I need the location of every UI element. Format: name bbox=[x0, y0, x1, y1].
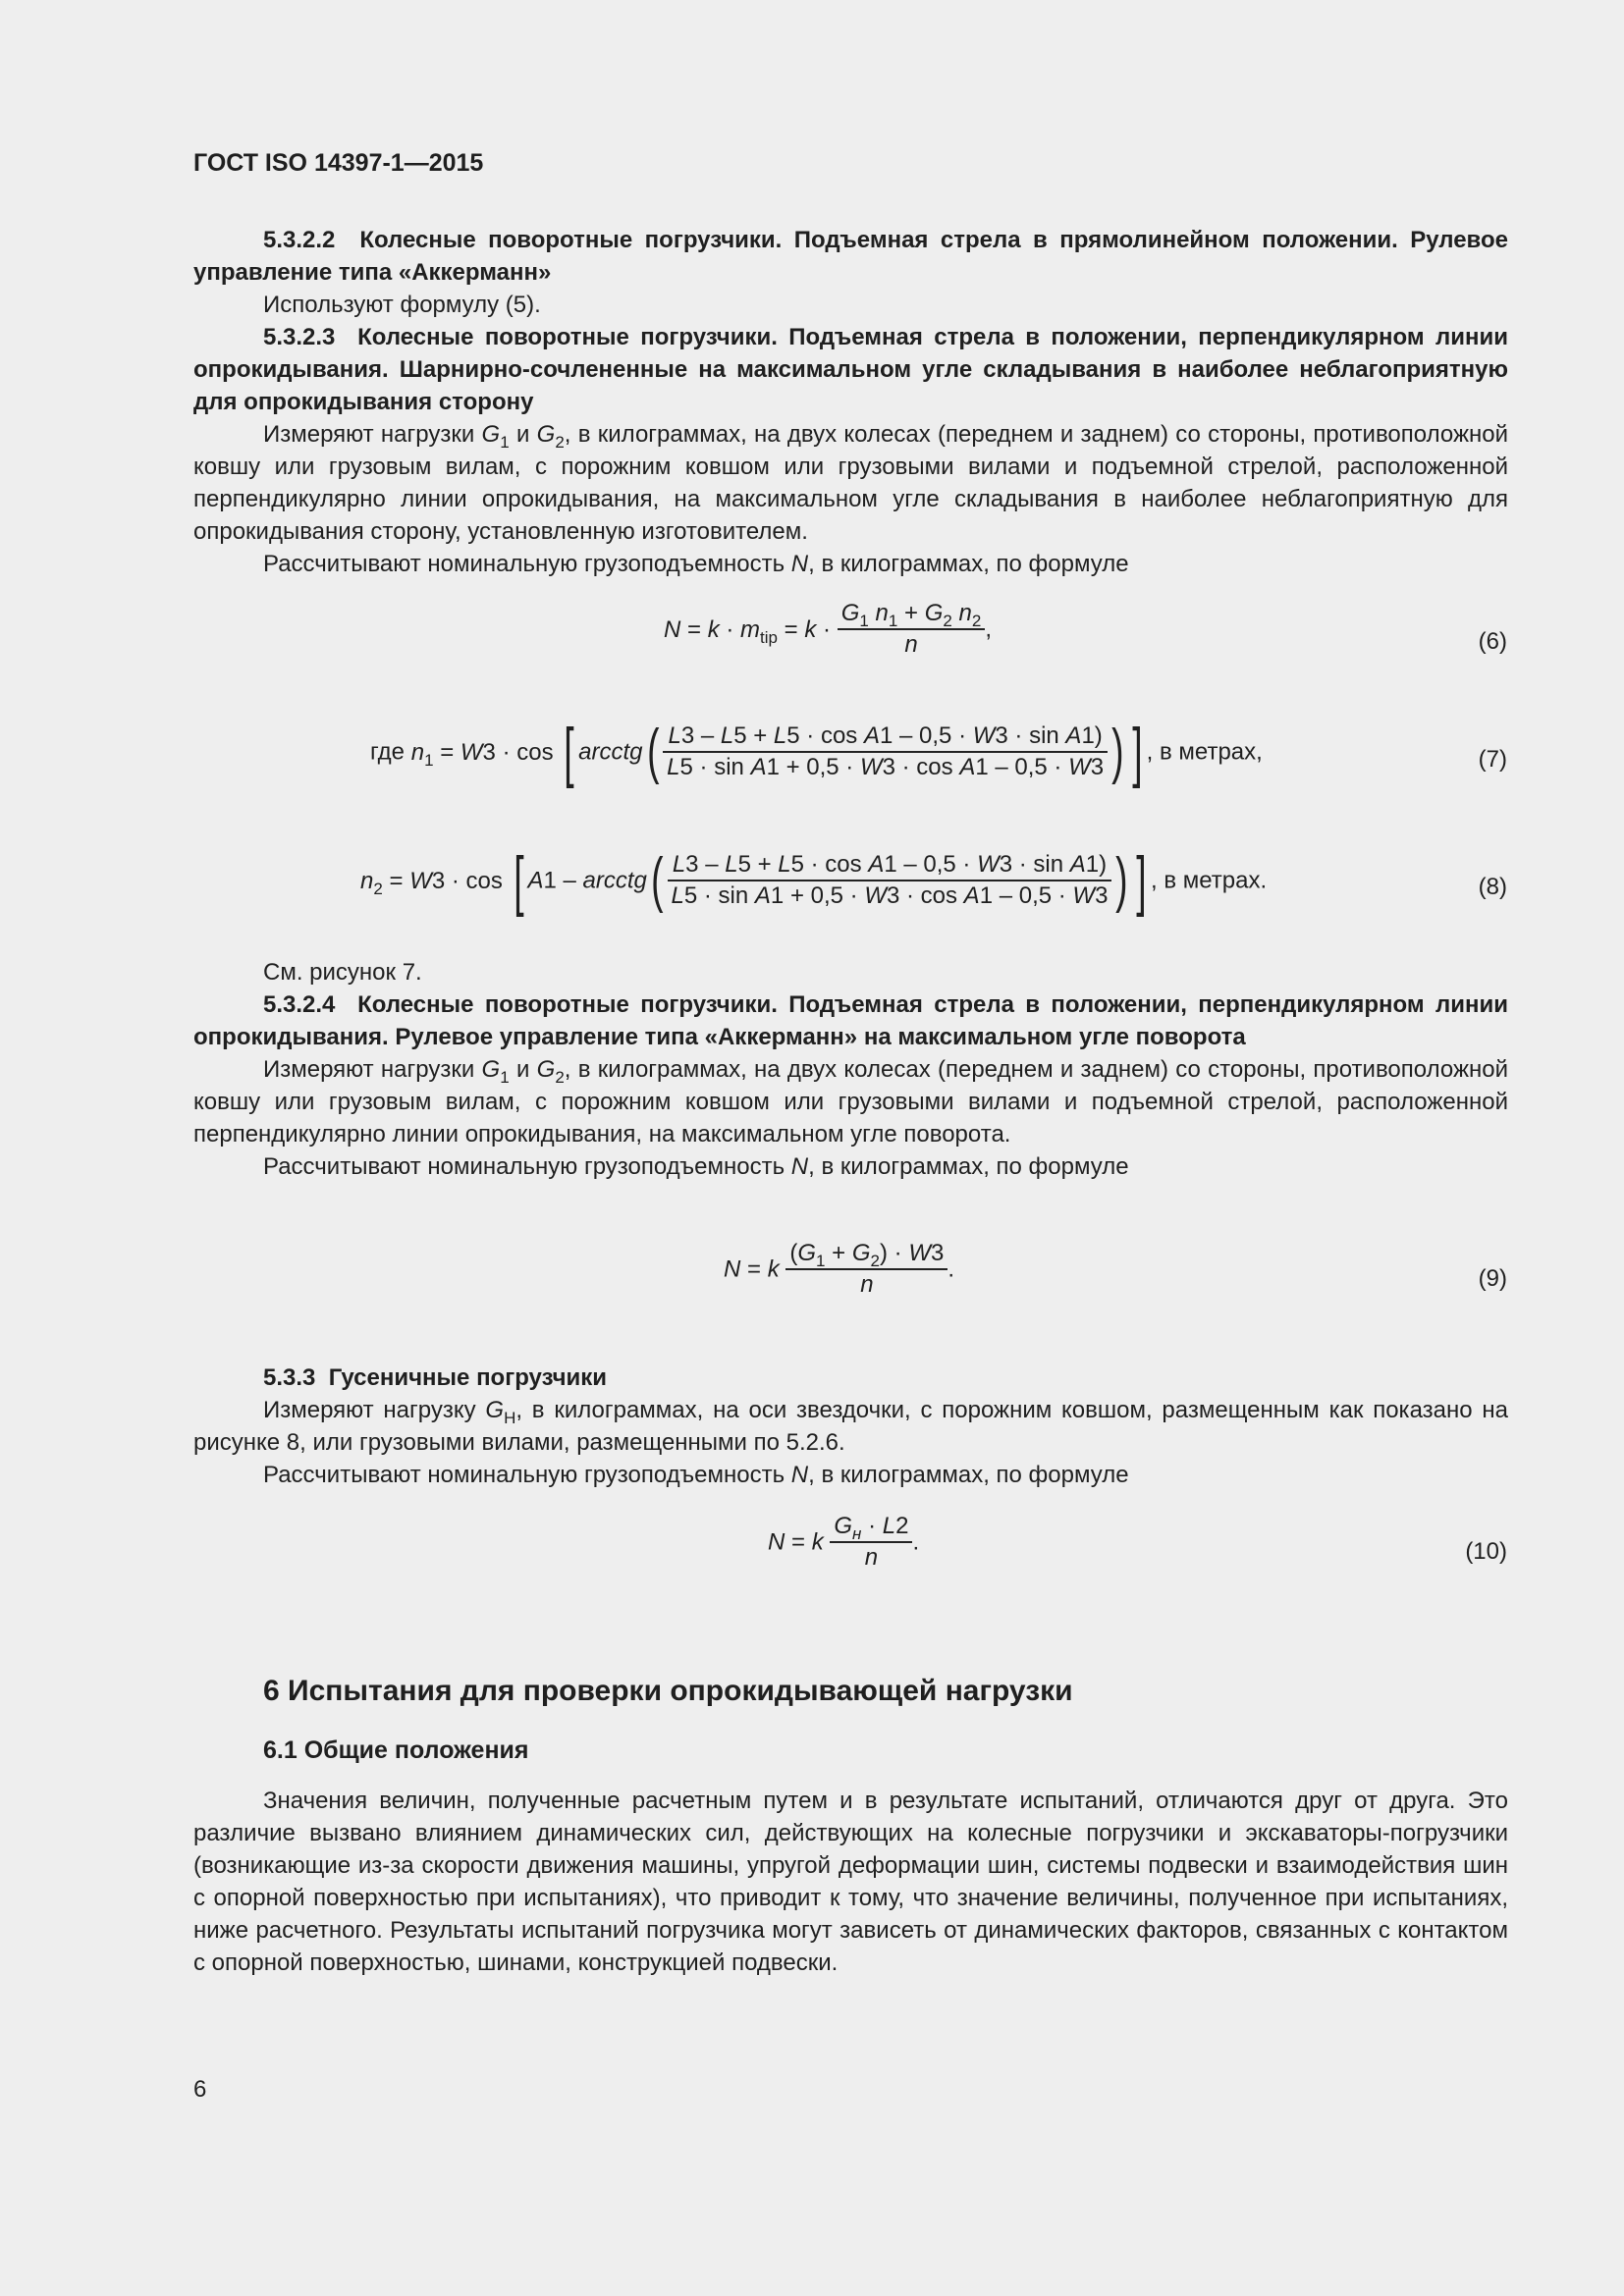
formula-8: $n_2 = W3 \cdot \cos$ [ A1 – arcctg( $\frac{\text{L3 – L5 + L5 · cos A1 – 0,5 · W3 · sin A1)}}{\text{L5 · sin A1 + 0,5 · W3 · cos A1 – 0,5 · W3}}$ ) ] , в метрах. bbox=[360, 843, 1268, 918]
section-6-title: 6 Испытания для проверки опрокидывающей нагрузки bbox=[263, 1675, 1073, 1707]
clause-5323-heading: 5.3.2.3 Колесные поворотные погрузчики. Подъемная стрела в положении, перпендикулярном линии опрокидывания. Шарнирно-сочлененные на максимальном угле складывания в наиболее неблагоприятную для опрокидывания сторону bbox=[193, 324, 1509, 415]
equation-number-8: (8) bbox=[1478, 874, 1507, 900]
section-533 bbox=[193, 1362, 1508, 1491]
clause-5322-heading: 5.3.2.2 Колесные поворотные погрузчики. Подъемная стрела в прямолинейном положении. Рулевое управление типа «Аккерманн» bbox=[193, 227, 1508, 286]
page-number: 6 bbox=[193, 2076, 207, 2103]
equation-number-10: (10) bbox=[1465, 1538, 1507, 1565]
document-header: ГОСТ ISO 14397-1—2015 bbox=[193, 149, 484, 177]
equation-number-7: (7) bbox=[1478, 746, 1507, 773]
clause-5323-paragraph: Измеряют нагрузки $G_1$ и $G_2$, в килограммах, на двух колесах (переднем и заднем) со стороны, противоположной ковшу или грузовым вилам, с порожним ковшом или грузовыми вилами и подъемной стрелой, расположенной перпендикулярно линии опрокидывания, на максимальном угле складывания в наиболее неблагоприятную для опрокидывания сторону, установленную изготовителем. bbox=[193, 421, 1509, 545]
clause-5323-formula-intro: Рассчитывают номинальную грузоподъемность N, в килограммах, по формуле bbox=[263, 551, 1129, 577]
formula-9: N = k $\frac{(G_1 + G_2) \cdot W3}{n}$ . bbox=[724, 1240, 955, 1298]
clause-533-formula-intro: Рассчитывают номинальную грузоподъемность N, в килограммах, по формуле bbox=[263, 1462, 1129, 1488]
section-5324 bbox=[193, 956, 1508, 1183]
clause-5324-formula-intro: Рассчитывают номинальную грузоподъемность N, в килограммах, по формуле bbox=[263, 1153, 1129, 1180]
formula-10: N = k $\frac{G_н \cdot L2}{n}$ . bbox=[768, 1513, 920, 1571]
section-5322-5323 bbox=[193, 224, 1508, 580]
clause-533-paragraph: Измеряют нагрузку $G_H$, в килограммах, на оси звездочки, с порожним ковшом, размещенным как показано на рисунке 8, или грузовыми вилами, размещенными по 5.2.6. bbox=[193, 1397, 1508, 1456]
equation-number-9: (9) bbox=[1478, 1265, 1507, 1292]
equation-number-6: (6) bbox=[1478, 628, 1507, 655]
clause-533-heading: 5.3.3 Гусеничные погрузчики bbox=[263, 1364, 608, 1391]
formula-6: $N = k \cdot m_{tip} = k$ · $\frac{G_1 n_1 + G_2 n_2}{n}$ , bbox=[664, 600, 992, 658]
section-6-1-paragraph: Значения величин, полученные расчетным путем и в результате испытаний, отличаются друг от друга. Это различие вызвано влиянием динамических сил, действующих на колесные погрузчики и экскаваторы-погрузчики (возникающие из-за скорости движения машины, упругой деформации шин, системы подвески и взаимодействия шин с опорной поверхностью при испытаниях), что приводит к тому, что значение величины, полученное при испытаниях, ниже расчетного. Результаты испытаний погрузчика могут зависеть от динамических факторов, связанных с контактом с опорной поверхностью, шинами, конструкцией подвески. bbox=[193, 1788, 1508, 1976]
section-6-1-body bbox=[193, 1785, 1508, 1979]
see-figure-text: См. рисунок 7. bbox=[263, 959, 422, 986]
clause-5324-paragraph: Измеряют нагрузки $G_1$ и $G_2$, в килограммах, на двух колесах (переднем и заднем) со стороны, противоположной ковшу или грузовым вилам, с порожним ковшом или грузовыми вилами и подъемной стрелой, расположенной перпендикулярно линии опрокидывания, на максимальном угле поворота. bbox=[193, 1056, 1509, 1148]
section-6-1-title: 6.1 Общие положения bbox=[263, 1736, 529, 1764]
clause-5322-text: Используют формулу (5). bbox=[263, 292, 541, 318]
formula-7: где $n_1 = W3 \cdot \cos$ [ arcctg( $\frac{\text{L3 – L5 + L5 · cos A1 – 0,5 · W3 · sin A1)}}{\text{L5 · sin A1 + 0,5 · W3 · cos A1 – 0,5 · W3}}$ ) ] , в метрах, bbox=[370, 715, 1263, 789]
clause-5324-heading: 5.3.2.4 Колесные поворотные погрузчики. Подъемная стрела в положении, перпендикулярном линии опрокидывания. Рулевое управление типа «Аккерманн» на максимальном угле поворота bbox=[193, 991, 1509, 1050]
